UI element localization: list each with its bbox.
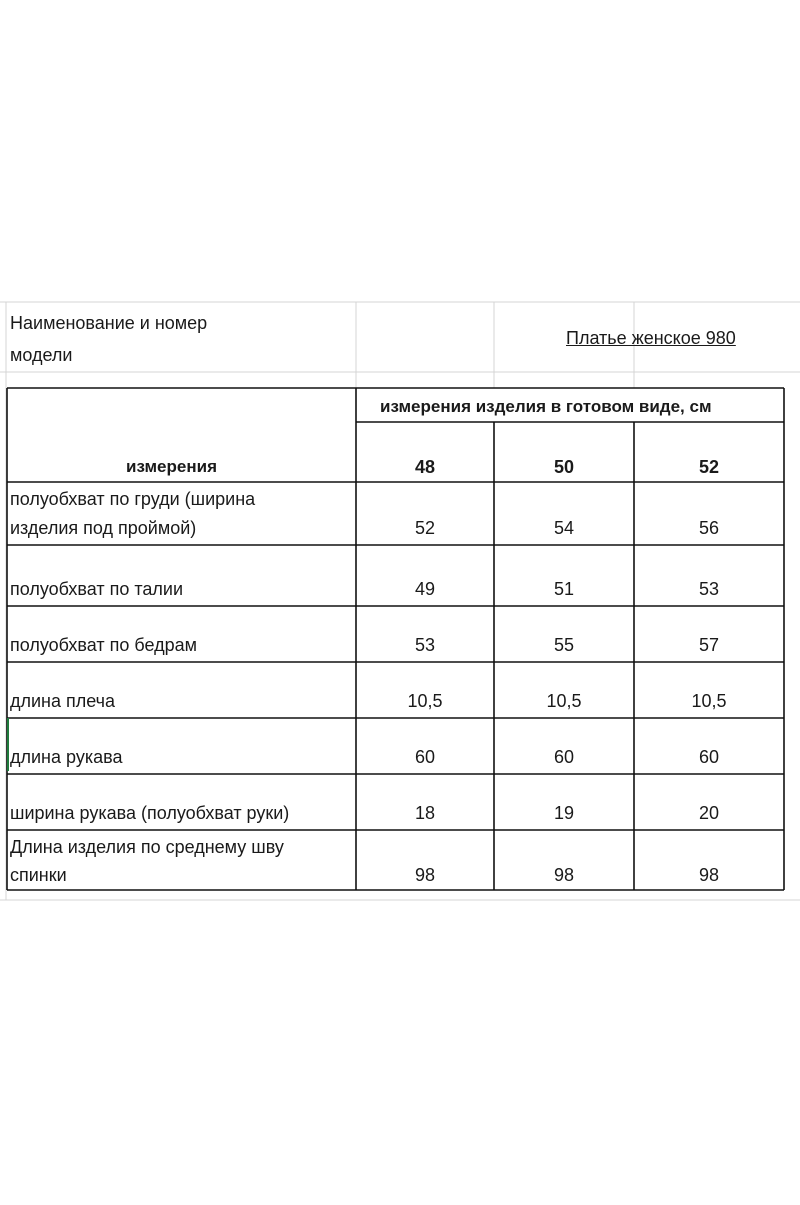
table-cell[interactable]: 53 — [698, 579, 720, 599]
group-header[interactable]: измерения изделия в готовом виде, см — [380, 397, 712, 416]
row-label-waist[interactable]: полуобхват по талии — [10, 579, 184, 599]
table-cell[interactable]: 98 — [414, 865, 436, 885]
active-cell-marker — [7, 718, 9, 771]
size-header-50[interactable]: 50 — [553, 457, 575, 477]
row-label-bust[interactable]: полуобхват по груди (ширина — [10, 489, 256, 509]
row-label-back-length-line2[interactable]: спинки — [10, 865, 67, 885]
model-value[interactable]: Платье женское 980 — [566, 328, 736, 348]
table-cell[interactable]: 54 — [553, 518, 575, 538]
table-cell[interactable]: 60 — [553, 747, 575, 767]
size-header-48[interactable]: 48 — [414, 457, 436, 477]
table-cell[interactable]: 57 — [698, 635, 720, 655]
table-cell[interactable]: 10,5 — [407, 691, 443, 711]
table-cell[interactable]: 55 — [553, 635, 575, 655]
table-cell[interactable]: 56 — [698, 518, 720, 538]
row-label-shoulder[interactable]: длина плеча — [10, 691, 116, 711]
table-cell[interactable]: 60 — [414, 747, 436, 767]
model-name-label[interactable]: Наименование и номер — [10, 313, 208, 333]
table-cell[interactable]: 98 — [553, 865, 575, 885]
table-cell[interactable]: 10,5 — [691, 691, 727, 711]
table-cell[interactable]: 10,5 — [546, 691, 582, 711]
table-cell[interactable]: 60 — [698, 747, 720, 767]
row-label-bust-line2[interactable]: изделия под проймой) — [10, 518, 197, 538]
row-label-back-length[interactable]: Длина изделия по среднему шву — [10, 837, 284, 857]
table-cell[interactable]: 18 — [414, 803, 436, 823]
table-cell[interactable]: 98 — [698, 865, 720, 885]
table-cell[interactable]: 51 — [553, 579, 575, 599]
row-label-sleeve-width[interactable]: ширина рукава (полуобхват руки) — [10, 803, 290, 823]
row-label-hips[interactable]: полуобхват по бедрам — [10, 635, 197, 655]
model-name-label-line2[interactable]: модели — [10, 345, 73, 365]
row-label-sleeve-length[interactable]: длина рукава — [10, 747, 123, 767]
table-cell[interactable]: 52 — [414, 518, 436, 538]
table-cell[interactable]: 53 — [414, 635, 436, 655]
row-header[interactable]: измерения — [126, 457, 217, 476]
table-cell[interactable]: 20 — [698, 803, 720, 823]
table-cell[interactable]: 49 — [414, 579, 436, 599]
size-header-52[interactable]: 52 — [698, 457, 720, 477]
table-cell[interactable]: 19 — [553, 803, 575, 823]
